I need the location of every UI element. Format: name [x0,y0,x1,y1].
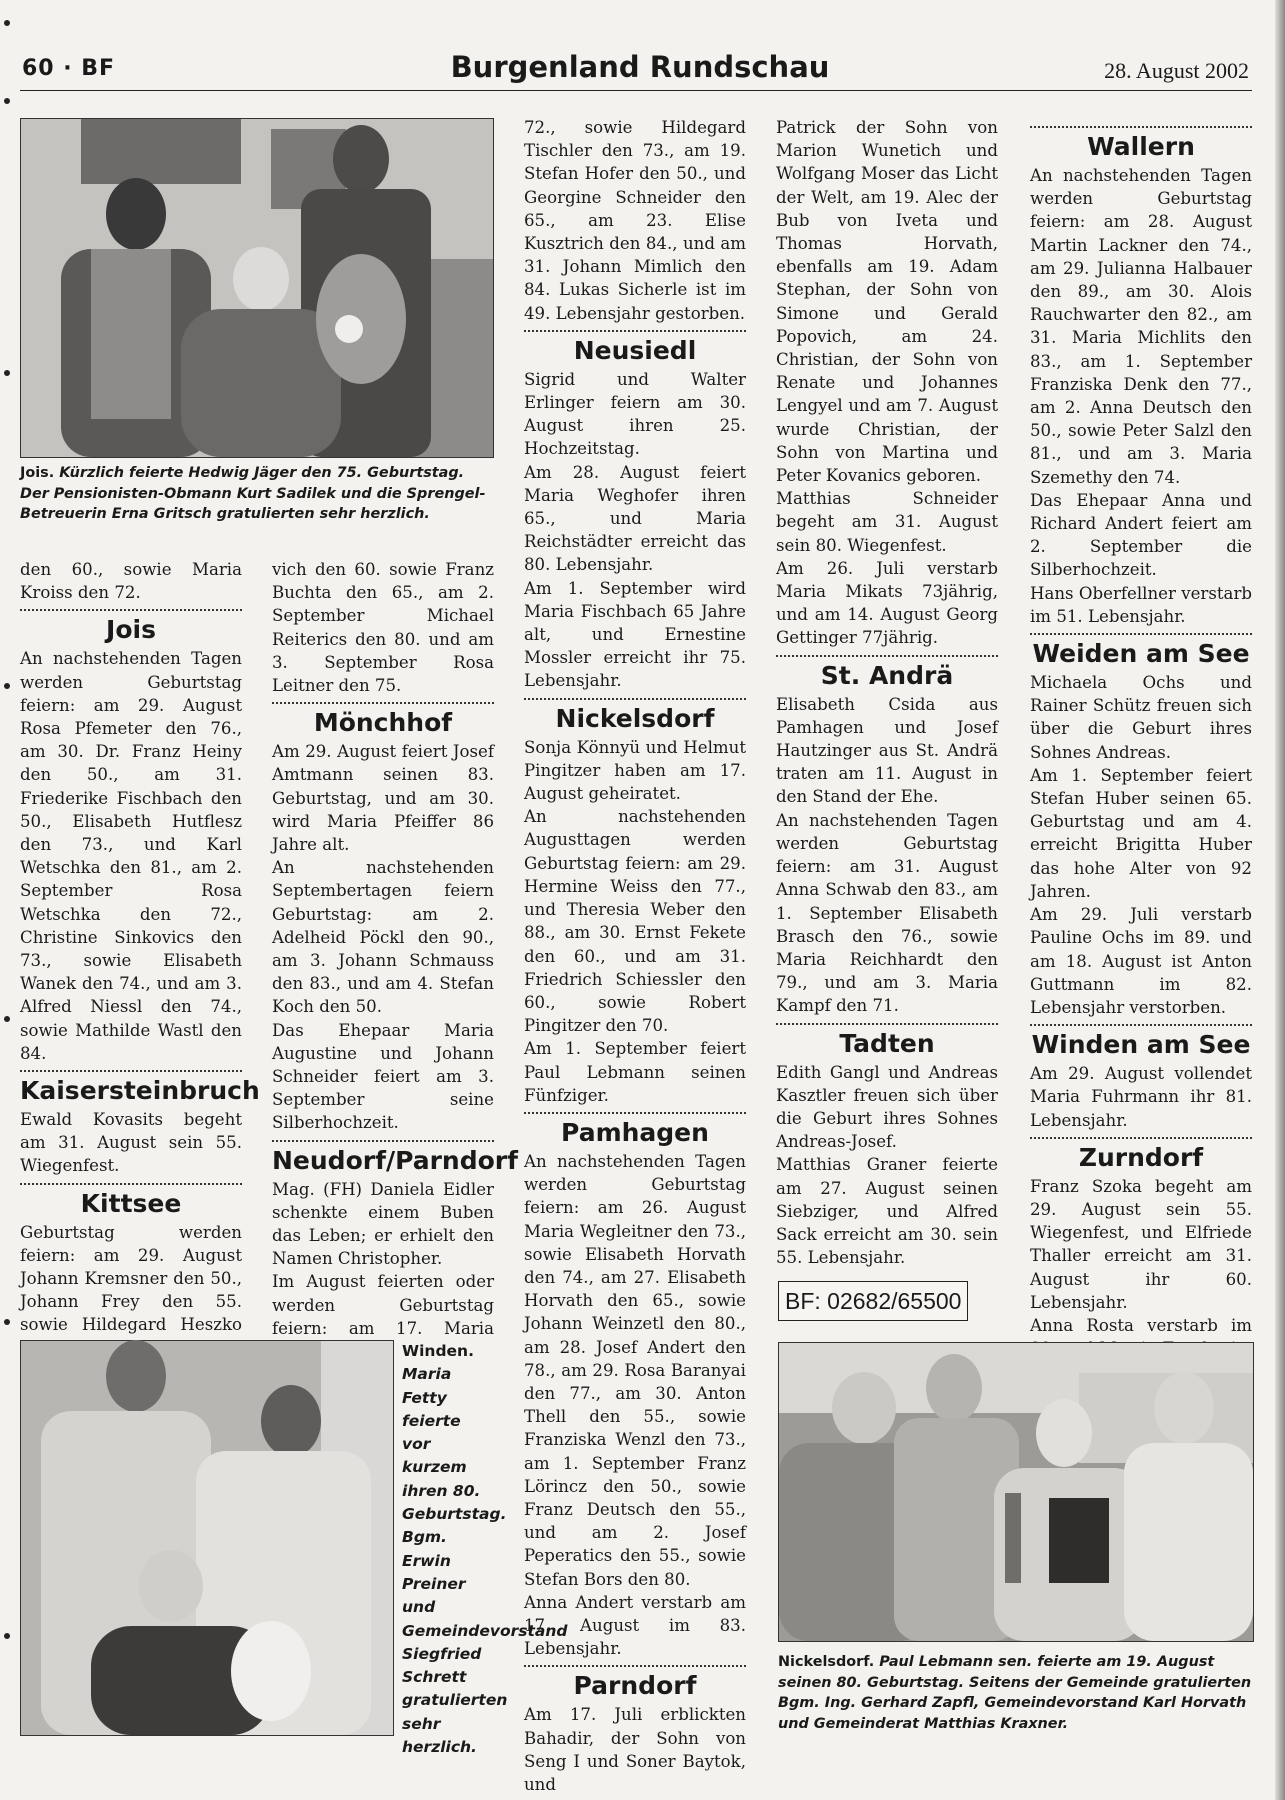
section-separator [524,698,746,700]
section-separator [272,702,494,704]
scan-mark [4,1633,10,1639]
text-nickelsdorf-2: An nachstehenden Augusttagen werden Geburtstag feiern: am 29. Hermine Weiss den 77., und Theresia Weber den 88., am 30. Ernst Fekete den 60., und am 31. Friedrich Schiessler den 60., sowie Robert Pingitzer den 70. [524,807,746,1036]
section-separator [1030,1024,1252,1026]
text-weiden-2: Am 1. September feiert Stefan Huber seinen 65. Geburtstag und am 4. erreicht Brigitta Huber das hohe Alter von 92 Jahren. [1030,765,1252,901]
page-number-label: 60 · BF [22,56,116,81]
text-weiden-3: Am 29. Juli verstarb Pauline Ochs im 89. und am 18. August ist Anton Guttmann im 82. Lebensjahr verstorben. [1030,905,1252,1017]
caption-winden-place: Winden. [402,1342,474,1360]
col1-intro: den 60., sowie Maria Kroiss den 72. [20,560,242,603]
phone-number-box: BF: 02682/65500 [778,1281,968,1321]
section-separator [20,609,242,611]
section-separator [272,1140,494,1142]
col3-intro: 72., sowie Hildegard Tischler den 73., am 19. Stefan Hofer den 50., und Georgine Schneider den 65., am 23. Elise Kusztrich den 84., und am 31. Johann Mimlich den 84. Lukas Sicherle ist im 49. Lebensjahr gestorben. [524,118,746,323]
scan-mark [4,370,10,376]
heading-weiden-am-see: Weiden am See [1032,639,1250,669]
heading-kaisersteinbruch: Kaisersteinbruch [20,1076,260,1106]
section-separator [776,1023,998,1025]
text-kaisersteinbruch: Ewald Kovasits begeht am 31. August sein 55. Wiegenfest. [20,1110,242,1176]
text-neusiedl-2: Am 28. August feiert Maria Weghofer ihren 65., und Maria Reichstädter erreicht das 80. Lebensjahr. [524,462,746,575]
column-4 [776,116,998,1266]
scan-mark [4,1319,10,1325]
heading-st-andrae: St. Andrä [820,660,954,690]
text-parndorf-1: Am 17. Juli erblickten Bahadir, der Sohn von Seng I und Soner Baytok, und [524,1705,746,1794]
caption-nickelsdorf-place: Nickelsdorf. [778,1654,875,1670]
scan-mark [4,1016,10,1022]
text-nickelsdorf-1: Sonja Könnyü und Helmut Pingitzer haben am 17. August geheiratet. [524,737,746,804]
photo-winden [20,1340,394,1736]
photo-winden-image [21,1341,393,1735]
section-separator [1030,126,1252,128]
text-neudorf-2: Im August feierten oder werden Geburtstag feiern: am 17. Maria [272,1272,494,1338]
text-pamhagen-1: An nachstehenden Tagen werden Geburtstag feiern: am 26. August Maria Wegleitner den 73., sowie Elisabeth Horvath den 74., am 27. Elisabeth Horvath den 65., sowie Johann Weinzetl den 80., am 28. Josef Andert den 78., am 29. Rosa Baranyai den 77., am 30. Anton Thell den 55., sowie Franziska Wenzl den 73., am 1. September Franz Lörincz den 50., sowie Franz Deutsch den 55., und am 2. Josef Peperatics den 55., sowie Stefan Bors den 80. [524,1151,746,1589]
heading-tadten: Tadten [839,1028,935,1058]
heading-pamhagen: Pamhagen [561,1117,709,1147]
text-moenchhof-3: Das Ehepaar Maria Augustine und Johann Schneider feiert am 3. September seine Silberhochzeit. [272,1020,494,1133]
text-tadten-1: Edith Gangl und Andreas Kasztler freuen sich über die Geburt ihres Sohnes Andreas-Josef. [776,1062,998,1152]
text-moenchhof-1: Am 29. August feiert Josef Amtmann seinen 83. Geburtstag, und am 30. wird Maria Pfeiffer 86 Jahre alt. [272,742,494,855]
text-neudorf-1: Mag. (FH) Daniela Eidler schenkte einem Buben das Leben; er erhielt den Namen Christopher. [272,1179,494,1269]
photo-nickelsdorf-image [779,1343,1253,1641]
heading-neudorf-parndorf: Neudorf/Parndorf [272,1145,519,1175]
section-separator [524,1112,746,1114]
caption-nickelsdorf-text: Paul Lebmann sen. feierte am 19. August seinen 80. Geburtstag. Seitens der Gemeinde gratulierten Bgm. Ing. Gerhard Zapfl, Gemeindevorstand Karl Horvath und Gemeinderat Matthias Kraxner. [778,1654,1252,1732]
section-separator [524,330,746,332]
text-neusiedl-1: Sigrid und Walter Erlinger feiern am 30. August ihren 25. Hochzeitstag. [524,369,746,459]
section-separator [1030,1137,1252,1139]
caption-winden [402,1340,568,1759]
text-tadten-2: Matthias Graner feierte am 27. August seinen Siebziger, und Alfred Sack erreicht am 30. sein 55. Lebensjahr. [776,1155,998,1268]
col4-intro-3: Am 26. Juli verstarb Maria Mikats 73jährig, und am 14. August Georg Gettinger 77jährig. [776,558,998,648]
text-moenchhof-2: An nachstehenden Septembertagen feiern Geburtstag: am 2. Adelheid Pöckl den 90., am 3. Johann Schmauss den 83., und am 4. Stefan Koch den 50. [272,858,494,1017]
col2-intro: vich den 60. sowie Franz Buchta den 65., am 2. September Michael Reiterics den 80. und am 3. September Rosa Leitner den 75. [272,560,494,696]
col4-intro-1: Patrick der Sohn von Marion Wunetich und Wolfgang Moser das Licht der Welt, am 19. Alec der Bub von Iveta und Thomas Horvath, ebenfalls am 19. Adam Stephan, der Sohn von Simone und Gerald Popovich, am 24. Christian, der Sohn von Renate und Johannes Lengyel und am 7. August wurde Christian, der Sohn von Martina und Peter Kovanics geboren. [776,118,998,486]
text-neusiedl-3: Am 1. September wird Maria Fischbach 65 Jahre alt, und Ernestine Mossler erreicht ihr 75. Lebensjahr. [524,578,746,691]
text-wallern-2: Das Ehepaar Anna und Richard Andert feiert am 2. September die Silberhochzeit. [1030,490,1252,580]
text-weiden-1: Michaela Ochs und Rainer Schütz freuen sich über die Geburt ihres Sohnes Andreas. [1030,673,1252,762]
text-wallern-3: Hans Oberfellner verstarb im 51. Lebensjahr. [1030,583,1252,626]
photo-nickelsdorf [778,1342,1254,1642]
text-kittsee: Geburtstag werden feiern: am 29. August Johann Kremsner den 50., Johann Frey den 55. sowie Hildegard Heszko [20,1222,242,1335]
scan-mark [4,98,10,104]
newspaper-title: Burgenland Rundschau [450,50,830,84]
column-3 [524,116,746,1794]
scan-edge-shadow [1275,0,1285,1800]
section-separator [20,1183,242,1185]
heading-jois: Jois [106,615,156,645]
issue-date: 28. August 2002 [1104,58,1249,83]
photo-jois [20,118,494,458]
column-1 [20,558,260,1335]
section-separator [20,1070,242,1072]
text-wallern-1: An nachstehenden Tagen werden Geburtstag feiern: am 28. August Martin Lackner den 74., am 29. Julianna Halbauer den 89., am 30. Alois Rauchwarter den 82., am 31. Maria Michlits den 83., am 1. September Franziska Denk den 77., am 2. Anna Deutsch den 50., sowie Peter Salzl den 81., und am 3. Maria Szemethy den 74. [1030,166,1252,487]
caption-jois-text: Kürzlich feierte Hedwig Jäger den 75. Geburtstag. Der Pensionisten-Obmann Kurt Sadilek und die Sprengel-Betreuerin Erna Gritsch gratulierten sehr herzlich. [20,465,486,522]
text-winden-1: Am 29. August vollendet Maria Fuhrmann ihr 81. Lebensjahr. [1030,1064,1252,1130]
heading-neusiedl: Neusiedl [573,335,697,365]
heading-nickelsdorf: Nickelsdorf [555,703,715,733]
text-jois: An nachstehenden Tagen werden Geburtstag feiern: am 29. August Rosa Pfemeter den 76., am 30. Dr. Franz Heiny den 50., am 31. Friederike Fischbach den 50., Elisabeth Hutflesz den 73., und Karl Wetschka den 81., am 2. September Rosa Wetschka den 72., Christine Sinkovics den 73., sowie Elisabeth Wanek den 74., und am 3. Alfred Niessl den 74., sowie Mathilde Wastl den 84. [20,649,242,1063]
scan-mark [4,20,10,26]
caption-jois-place: Jois. [20,465,55,481]
section-separator [524,1665,746,1667]
text-st-andrae-2: An nachstehenden Tagen werden Geburtstag feiern: am 31. August Anna Schwab den 83., am 1. September Elisabeth Brasch den 76., sowie Maria Reichhardt den 79., und am 3. Maria Kampf den 71. [776,810,998,1016]
heading-wallern: Wallern [1087,132,1195,161]
heading-moenchhof: Mönchhof [313,708,453,738]
scan-mark [4,683,10,689]
text-pamhagen-2: Anna Andert verstarb am 17. August im 83. Lebensjahr. [524,1592,746,1659]
heading-zurndorf: Zurndorf [1078,1142,1204,1172]
caption-jois [20,463,492,525]
photo-jois-image [21,119,493,457]
text-zurndorf-1: Franz Szoka begeht am 29. August sein 55. Wiegenfest, und Elfriede Thaller erreicht am 31. August ihr 60. Lebensjahr. [1030,1176,1252,1312]
text-zurndorf-2: Anna Rosta verstarb im [1030,1315,1252,1335]
caption-nickelsdorf [778,1652,1252,1734]
text-nickelsdorf-3: Am 1. September feiert Paul Lebmann seinen Fünfziger. [524,1039,746,1105]
section-separator [1030,633,1252,635]
heading-winden-am-see: Winden am See [1031,1030,1251,1060]
section-separator [776,655,998,657]
column-2 [272,558,519,1338]
heading-parndorf: Parndorf [573,1671,697,1701]
column-5 [1030,118,1252,1335]
col4-intro-2: Matthias Schneider begeht am 31. August sein 80. Wiegenfest. [776,489,998,555]
heading-kittsee: Kittsee [80,1188,182,1218]
caption-winden-text: Maria Fetty feierte vor kurzem ihren 80. Geburtstag. Bgm. Erwin Preiner und Gemeindevorstand Siegfried Schrett gratulierten sehr herzlich. [402,1365,568,1757]
text-st-andrae-1: Elisabeth Csida aus Pamhagen und Josef Hautzinger aus St. Andrä traten am 11. August in den Stand der Ehe. [776,694,998,807]
header-rule [20,90,1252,91]
